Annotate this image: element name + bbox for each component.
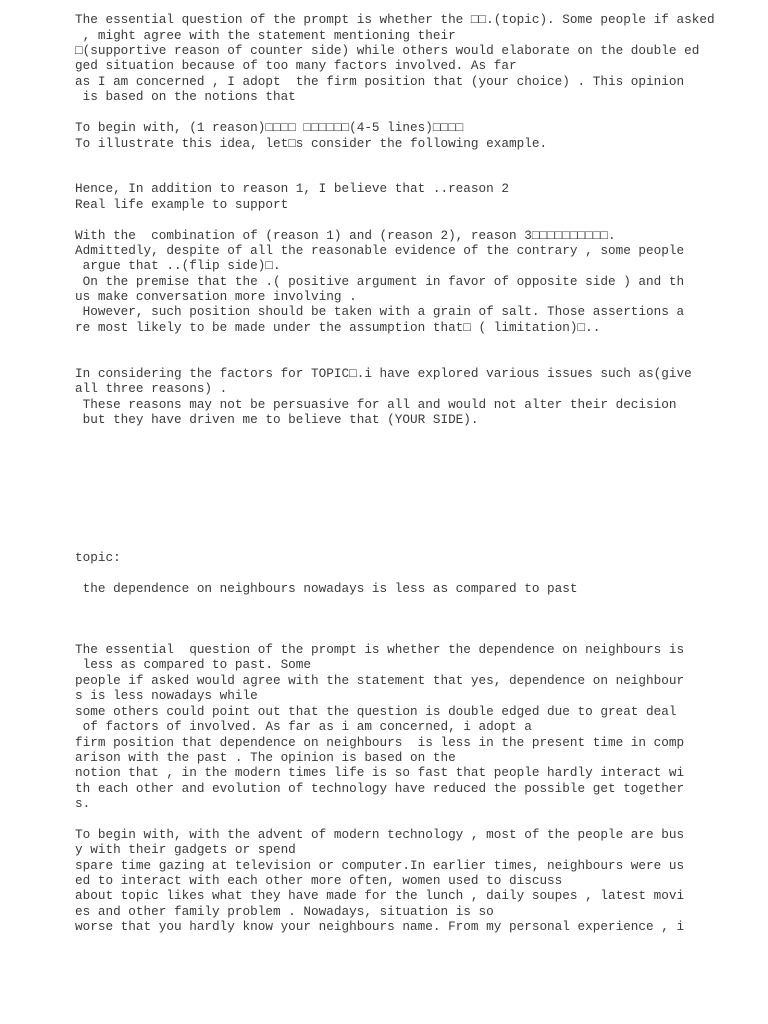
template-body3-line: us make conversation more involving .	[75, 289, 357, 304]
essay-intro-line: less as compared to past. Some	[75, 657, 312, 672]
essay-intro-line: The essential question of the prompt is whether the dependence on neighbours is	[75, 642, 685, 657]
template-body3-line: On the premise that the .( positive argument in favor of opposite side ) and th	[75, 274, 685, 289]
template-body3-line: Admittedly, despite of all the reasonable evidence of the contrary , some people	[75, 243, 685, 258]
essay-body1-line: ed to interact with each other more often, women used to discuss	[75, 873, 563, 888]
template-body2-line: Hence, In addition to reason 1, I believe that ..reason 2	[75, 181, 509, 196]
essay-intro-line: of factors of involved. As far as i am concerned, i adopt a	[75, 719, 532, 734]
template-intro-line: is based on the notions that	[75, 89, 296, 104]
template-body1-line: To begin with, (1 reason)□□□□ □□□□□□(4-5 lines)□□□□	[75, 120, 464, 135]
essay-intro-line: s.	[75, 796, 91, 811]
essay-intro-line: some others could point out that the question is double edged due to great deal	[75, 704, 677, 719]
template-conclusion-line: These reasons may not be persuasive for all and would not alter their decision	[75, 397, 677, 412]
template-intro-line: ged situation because of too many factors involved. As far	[75, 58, 517, 73]
template-body1-line: To illustrate this idea, let□s consider the following example.	[75, 136, 548, 151]
template-body3-line: However, such position should be taken with a grain of salt. Those assertions a	[75, 304, 685, 319]
template-intro-line: as I am concerned , I adopt the firm position that (your choice) . This opinion	[75, 74, 685, 89]
essay-body1-line: worse that you hardly know your neighbours name. From my personal experience , i	[75, 919, 685, 934]
essay-intro-line: th each other and evolution of technology have reduced the possible get together	[75, 781, 685, 796]
essay-body1-line: about topic likes what they have made for the lunch , daily soupes , latest movi	[75, 888, 685, 903]
essay-intro-line: s is less nowadays while	[75, 688, 258, 703]
essay-body1-line: y with their gadgets or spend	[75, 842, 296, 857]
template-conclusion-line: all three reasons) .	[75, 381, 228, 396]
template-body3-line: With the combination of (reason 1) and (reason 2), reason 3□□□□□□□□□□.	[75, 228, 616, 243]
template-body2-line: Real life example to support	[75, 197, 289, 212]
template-conclusion-line: In considering the factors for TOPIC□.i have explored various issues such as(give	[75, 366, 692, 381]
template-intro-line: , might agree with the statement mentioning their	[75, 28, 456, 43]
template-intro-line: □(supportive reason of counter side) while others would elaborate on the double ed	[75, 43, 700, 58]
template-body3-line: argue that ..(flip side)□.	[75, 258, 281, 273]
essay-intro-line: notion that , in the modern times life is so fast that people hardly interact wi	[75, 765, 685, 780]
essay-body1-line: spare time gazing at television or computer.In earlier times, neighbours were us	[75, 858, 685, 873]
essay-intro-line: firm position that dependence on neighbours is less in the present time in comp	[75, 735, 685, 750]
template-intro-line: The essential question of the prompt is whether the □□.(topic). Some people if asked	[75, 12, 715, 27]
template-body3-line: re most likely to be made under the assumption that□ ( limitation)□..	[75, 320, 601, 335]
topic-text: the dependence on neighbours nowadays is less as compared to past	[75, 581, 578, 596]
essay-body1-line: To begin with, with the advent of modern technology , most of the people are bus	[75, 827, 685, 842]
template-conclusion-line: but they have driven me to believe that (YOUR SIDE).	[75, 412, 479, 427]
essay-intro-line: arison with the past . The opinion is based on the	[75, 750, 456, 765]
essay-body1-line: es and other family problem . Nowadays, situation is so	[75, 904, 494, 919]
essay-intro-line: people if asked would agree with the statement that yes, dependence on neighbour	[75, 673, 685, 688]
topic-label: topic:	[75, 550, 121, 565]
